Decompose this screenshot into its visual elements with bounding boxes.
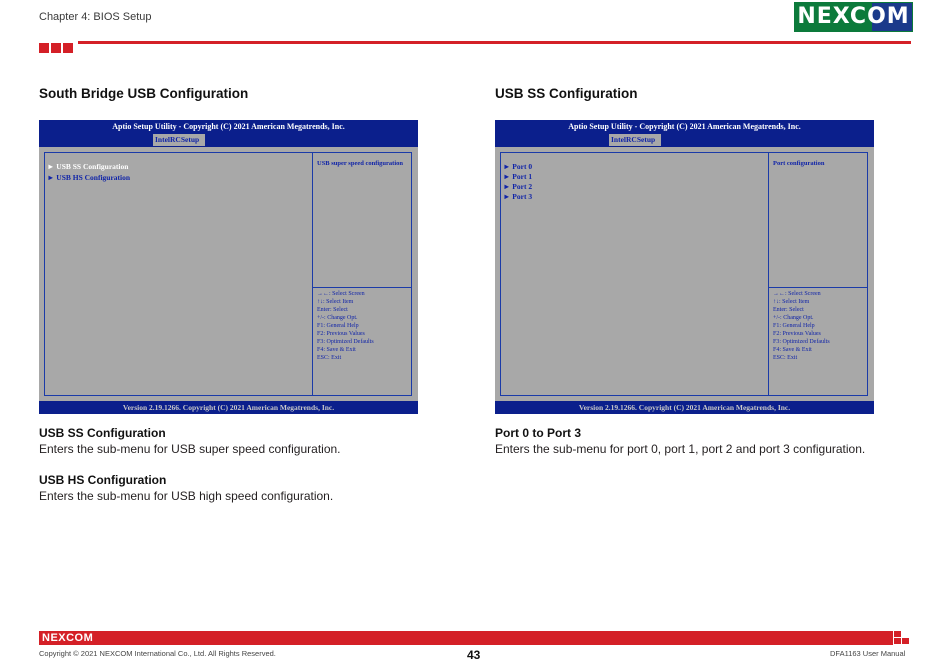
key-line: ↑↓: Select Item xyxy=(317,299,354,305)
footer-rule xyxy=(39,631,893,645)
bios-screen-south-bridge-usb xyxy=(39,120,418,414)
key-line: F4: Save & Exit xyxy=(317,347,356,353)
bios-main-panel xyxy=(500,152,769,396)
bios-item-usb-hs-configuration[interactable]: ► USB HS Configuration xyxy=(47,173,131,182)
footer-squares xyxy=(894,631,911,645)
header-squares xyxy=(39,40,75,50)
key-line: Enter: Select xyxy=(317,307,348,313)
nexcom-logo xyxy=(794,2,913,32)
bios-tab-intelrcsetup[interactable]: IntelRCSetup xyxy=(609,134,661,146)
key-line: F4: Save & Exit xyxy=(773,347,812,353)
desc-heading-usb-ss: USB SS Configuration xyxy=(39,426,166,440)
desc-heading-usb-hs: USB HS Configuration xyxy=(39,473,167,487)
key-line: →←: Select Screen xyxy=(773,291,821,297)
bios-item-port-2[interactable]: ► Port 2 xyxy=(503,182,533,191)
bios-title-bar: Aptio Setup Utility - Copyright (C) 2021 American Megatrends, Inc. xyxy=(495,120,874,133)
bios-tab-bar xyxy=(495,133,874,147)
desc-body-usb-ss: Enters the sub-menu for USB super speed configuration. xyxy=(39,442,341,456)
key-line: +/-: Change Opt. xyxy=(317,315,358,321)
bios-help-text: Port configuration xyxy=(773,160,825,167)
desc-body-port-0-3: Enters the sub-menu for port 0, port 1, port 2 and port 3 configuration. xyxy=(495,442,866,456)
section-title-south-bridge-usb: South Bridge USB Configuration xyxy=(39,86,249,101)
logo-text: NEXCOM xyxy=(797,4,910,29)
section-title-usb-ss: USB SS Configuration xyxy=(495,86,638,101)
bios-item-port-0[interactable]: ► Port 0 xyxy=(503,162,533,171)
bios-key-legend xyxy=(768,287,868,396)
key-line: F3: Optimized Defaults xyxy=(317,339,374,345)
key-line: F2: Previous Values xyxy=(317,331,365,337)
header-rule xyxy=(78,41,911,44)
key-line: F1: General Help xyxy=(317,323,359,329)
key-line: ESC: Exit xyxy=(317,355,342,361)
copyright-text: Copyright © 2021 NEXCOM International Co., Ltd. All Rights Reserved. xyxy=(39,649,276,658)
key-line: Enter: Select xyxy=(773,307,804,313)
key-line: +/-: Change Opt. xyxy=(773,315,814,321)
bios-item-port-1[interactable]: ► Port 1 xyxy=(503,172,533,181)
bios-title-bar: Aptio Setup Utility - Copyright (C) 2021 American Megatrends, Inc. xyxy=(39,120,418,133)
page-number: 43 xyxy=(467,648,481,662)
manual-name: DFA1163 User Manual xyxy=(830,649,906,658)
key-line: →←: Select Screen xyxy=(317,291,365,297)
chapter-title: Chapter 4: BIOS Setup xyxy=(39,11,152,23)
bios-key-legend xyxy=(312,287,412,396)
bios-tab-bar xyxy=(39,133,418,147)
bios-tab-intelrcsetup[interactable]: IntelRCSetup xyxy=(153,134,205,146)
bios-help-panel xyxy=(768,152,868,288)
bios-help-panel xyxy=(312,152,412,288)
key-line: F1: General Help xyxy=(773,323,815,329)
bios-help-text: USB super speed configuration xyxy=(317,160,404,167)
bios-main-panel xyxy=(44,152,313,396)
key-line: ↑↓: Select Item xyxy=(773,299,810,305)
bios-item-usb-ss-configuration[interactable]: ► USB SS Configuration xyxy=(47,162,129,171)
desc-body-usb-hs: Enters the sub-menu for USB high speed configuration. xyxy=(39,489,334,503)
bios-item-port-3[interactable]: ► Port 3 xyxy=(503,192,533,201)
key-line: F2: Previous Values xyxy=(773,331,821,337)
bios-footer-bar: Version 2.19.1266. Copyright (C) 2021 American Megatrends, Inc. xyxy=(495,401,874,414)
bios-footer-bar: Version 2.19.1266. Copyright (C) 2021 American Megatrends, Inc. xyxy=(39,401,418,414)
bios-screen-usb-ss xyxy=(495,120,874,414)
desc-heading-port-0-3: Port 0 to Port 3 xyxy=(495,426,582,440)
key-line: ESC: Exit xyxy=(773,355,798,361)
key-line: F3: Optimized Defaults xyxy=(773,339,830,345)
footer-nexcom-logo: NEXCOM xyxy=(42,632,94,644)
